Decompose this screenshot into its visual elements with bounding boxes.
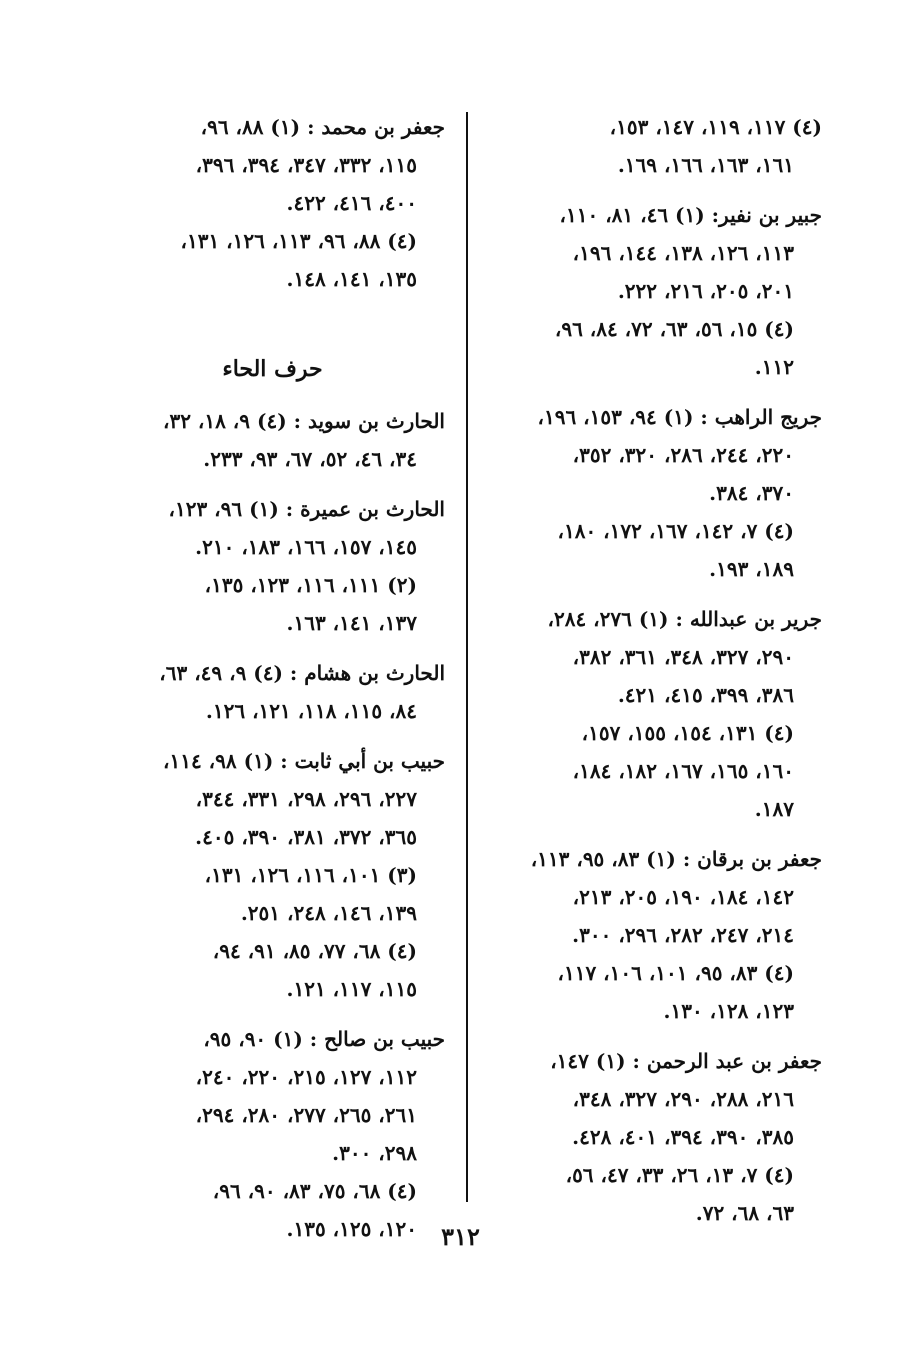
entry-line: ٣٤، ٤٦، ٥٢، ٦٧، ٩٣، ٢٣٣. xyxy=(203,447,417,471)
entry-line: (٤) ٧، ١٣، ٢٦، ٣٣، ٤٧، ٥٦، xyxy=(565,1163,794,1187)
entry-line: ٢٦١، ٢٦٥، ٢٧٧، ٢٨٠، ٢٩٤، xyxy=(195,1103,417,1127)
entry-line: ٢٢٠، ٢٤٤، ٢٨٦، ٣٢٠، ٣٥٢، xyxy=(572,443,794,467)
entry-line: ١٤٢، ١٨٤، ١٩٠، ٢٠٥، ٢١٣، xyxy=(572,885,794,909)
entry-line: ١٢٠، ١٢٥، ١٣٥. xyxy=(286,1217,417,1241)
entry-heading-line: حبيب بن صالح : (١) ٩٠، ٩٥، xyxy=(203,1027,445,1051)
entry-line: ٨٤، ١١٥، ١١٨، ١٢١، ١٢٦. xyxy=(205,699,417,723)
entry-line: ١٤٥، ١٥٧، ١٦٦، ١٨٣، ٢١٠. xyxy=(195,535,417,559)
column-divider xyxy=(466,112,468,1202)
left-column-bottom xyxy=(100,402,445,1248)
index-entry xyxy=(100,402,445,478)
entry-line: ٢٩٠، ٣٢٧، ٣٤٨، ٣٦١، ٣٨٢، xyxy=(572,645,794,669)
right-column xyxy=(482,108,822,1232)
entry-heading-line: جعفر بن محمد : (١) ٨٨، ٩٦، xyxy=(200,115,445,139)
index-entry xyxy=(482,600,822,828)
entry-line: ١١٢، ١٢٧، ٢١٥، ٢٢٠، ٢٤٠، xyxy=(195,1065,417,1089)
entry-line: ٢٩٨، ٣٠٠. xyxy=(332,1141,417,1165)
entry-line: (٤) ٨٣، ٩٥، ١٠١، ١٠٦، ١١٧، xyxy=(557,961,794,985)
entry-line: ٣٦٥، ٣٧٢، ٣٨١، ٣٩٠، ٤٠٥. xyxy=(195,825,417,849)
index-entry xyxy=(100,108,445,298)
entry-line: ٢١٦، ٢٨٨، ٢٩٠، ٣٢٧، ٣٤٨، xyxy=(572,1087,794,1111)
index-entry xyxy=(100,490,445,642)
entry-line: ٢١٤، ٢٤٧، ٢٨٢، ٢٩٦، ٣٠٠. xyxy=(572,923,794,947)
page-number: ٣١٢ xyxy=(441,1222,480,1251)
entry-heading-line: جريج الراهب : (١) ٩٤، ١٥٣، ١٩٦، xyxy=(537,405,822,429)
entry-line: ١١٥، ٣٣٢، ٣٤٧، ٣٩٤، ٣٩٦، xyxy=(195,153,417,177)
entry-heading-line: حبيب بن أبي ثابت : (١) ٩٨، ١١٤، xyxy=(163,749,445,773)
index-entry xyxy=(482,398,822,588)
entry-line: ١٣٥، ١٤١، ١٤٨. xyxy=(286,267,417,291)
entry-line: ٣٨٥، ٣٩٠، ٣٩٤، ٤٠١، ٤٢٨. xyxy=(572,1125,794,1149)
entry-line: ١٨٧. xyxy=(754,797,794,821)
entry-line: (٤) ١٣١، ١٥٤، ١٥٥، ١٥٧، xyxy=(581,721,794,745)
entry-line: ٢٠١، ٢٠٥، ٢١٦، ٢٢٢. xyxy=(617,279,794,303)
entry-line: ١٢٣، ١٢٨، ١٣٠. xyxy=(663,999,794,1023)
entry-line: ١٦٠، ١٦٥، ١٦٧، ١٨٢، ١٨٤، xyxy=(572,759,794,783)
entry-line: (٤) ٦٨، ٧٥، ٨٣، ٩٠، ٩٦، xyxy=(212,1179,417,1203)
entry-heading-line: جبير بن نفير: (١) ٤٦، ٨١، ١١٠، xyxy=(559,203,822,227)
index-entry xyxy=(482,196,822,386)
entry-heading-line: (٤) ١١٧، ١١٩، ١٤٧، ١٥٣، xyxy=(609,115,822,139)
entry-line: ١٣٧، ١٤١، ١٦٣. xyxy=(286,611,417,635)
entry-line: ٦٣، ٦٨، ٧٢. xyxy=(695,1201,794,1225)
entry-heading-line: الحارث بن هشام : (٤) ٩، ٤٩، ٦٣، xyxy=(159,661,445,685)
index-entry xyxy=(100,654,445,730)
entry-line: ٤٠٠، ٤١٦، ٤٢٢. xyxy=(286,191,417,215)
entry-heading-line: جرير بن عبدالله : (١) ٢٧٦، ٢٨٤، xyxy=(547,607,822,631)
index-entry xyxy=(482,840,822,1030)
entry-line: ٢٢٧، ٢٩٦، ٢٩٨، ٣٣١، ٣٤٤، xyxy=(195,787,417,811)
entry-line: (٤) ١٥، ٥٦، ٦٣، ٧٢، ٨٤، ٩٦، xyxy=(554,317,794,341)
left-column-top xyxy=(100,108,445,298)
entry-line: ١٨٩، ١٩٣. xyxy=(709,557,794,581)
entry-heading-line: الحارث بن عميرة : (١) ٩٦، ١٢٣، xyxy=(168,497,445,521)
index-entry xyxy=(100,742,445,1008)
index-entry xyxy=(482,108,822,184)
left-column xyxy=(100,108,445,1248)
entry-line: ١١٥، ١١٧، ١٢١. xyxy=(286,977,417,1001)
entry-line: ١٦١، ١٦٣، ١٦٦، ١٦٩. xyxy=(617,153,794,177)
entry-line: (٢) ١١١، ١١٦، ١٢٣، ١٣٥، xyxy=(204,573,417,597)
entry-line: (٣) ١٠١، ١١٦، ١٢٦، ١٣١، xyxy=(204,863,417,887)
entry-line: ١١٣، ١٢٦، ١٣٨، ١٤٤، ١٩٦، xyxy=(572,241,794,265)
entry-line: ١٣٩، ١٤٦، ٢٤٨، ٢٥١. xyxy=(240,901,417,925)
entry-heading-line: الحارث بن سويد : (٤) ٩، ١٨، ٣٢، xyxy=(162,409,445,433)
entry-line: (٤) ٧، ١٤٢، ١٦٧، ١٧٢، ١٨٠، xyxy=(557,519,794,543)
entry-heading-line: جعفر بن برقان : (١) ٨٣، ٩٥، ١١٣، xyxy=(530,847,822,871)
index-entry xyxy=(100,1020,445,1248)
entry-line: ٣٨٦، ٣٩٩، ٤١٥، ٤٢١. xyxy=(617,683,794,707)
entry-line: ١١٢. xyxy=(754,355,794,379)
entry-line: (٤) ٨٨، ٩٦، ١١٣، ١٢٦، ١٣١، xyxy=(180,229,417,253)
index-entry xyxy=(482,1042,822,1232)
entry-line: ٣٧٠، ٣٨٤. xyxy=(709,481,794,505)
entry-heading-line: جعفر بن عبد الرحمن : (١) ١٤٧، xyxy=(550,1049,822,1073)
entry-line: (٤) ٦٨، ٧٧، ٨٥، ٩١، ٩٤، xyxy=(212,939,417,963)
section-title: حرف الحاء xyxy=(222,356,323,382)
